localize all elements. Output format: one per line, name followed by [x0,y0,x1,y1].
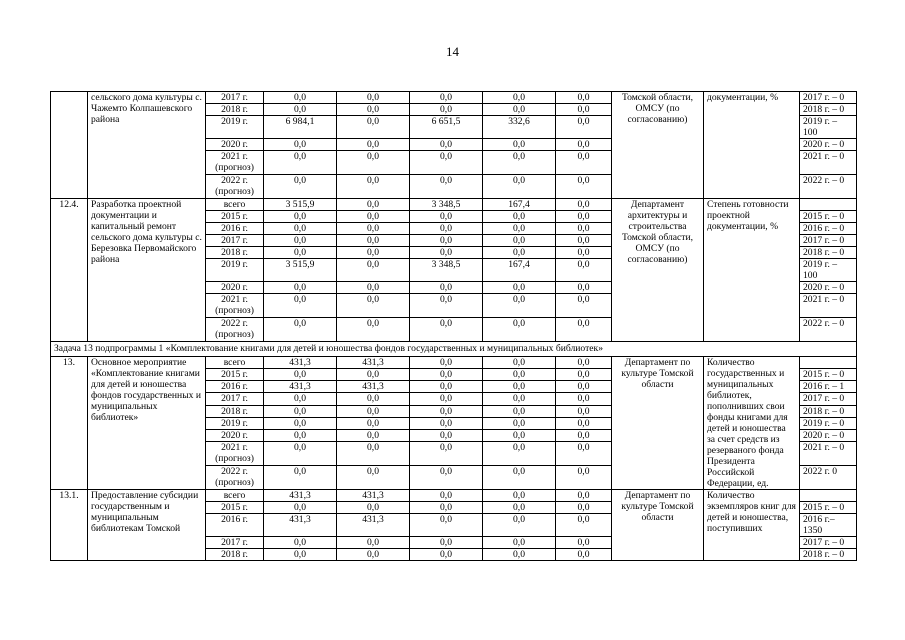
amount-cell: 0,0 [556,502,612,514]
amount-cell: 0,0 [337,393,410,405]
target-value: 2018 г. – 0 [800,247,857,259]
amount-cell: 6 651,5 [410,116,483,139]
amount-cell: 0,0 [337,282,410,294]
amount-cell: 0,0 [337,247,410,259]
amount-cell: 0,0 [264,92,337,104]
amount-cell: 0,0 [410,151,483,175]
amount-cell: 0,0 [483,223,556,235]
budget-table [50,91,857,561]
indicator: документации, % [704,92,800,199]
amount-cell: 431,3 [337,357,410,369]
amount-cell: 0,0 [264,175,337,199]
table-body [51,92,857,561]
amount-cell: 0,0 [410,442,483,466]
year-cell: 2017 г. [206,235,264,247]
year-cell: 2021 г. (прогноз) [206,151,264,175]
amount-cell: 0,0 [556,466,612,490]
amount-cell: 0,0 [264,537,337,549]
year-cell: всего [206,490,264,502]
amount-cell: 0,0 [483,442,556,466]
amount-cell: 0,0 [556,318,612,342]
amount-cell: 0,0 [556,104,612,116]
amount-cell: 0,0 [483,393,556,405]
target-value [800,357,857,369]
amount-cell: 3 515,9 [264,199,337,211]
year-cell: 2022 г. (прогноз) [206,318,264,342]
amount-cell: 0,0 [337,537,410,549]
amount-cell: 0,0 [483,405,556,417]
amount-cell: 0,0 [556,405,612,417]
amount-cell: 0,0 [556,211,612,223]
item-number: 13. [51,357,88,490]
amount-cell: 0,0 [264,405,337,417]
year-cell: всего [206,357,264,369]
amount-cell: 0,0 [556,393,612,405]
year-cell: 2019 г. [206,259,264,282]
amount-cell: 3 348,5 [410,199,483,211]
amount-cell: 0,0 [483,235,556,247]
amount-cell: 0,0 [337,429,410,441]
amount-cell: 0,0 [556,199,612,211]
amount-cell: 0,0 [264,502,337,514]
target-value: 2021 г. – 0 [800,442,857,466]
target-value: 2015 г. – 0 [800,211,857,223]
amount-cell: 431,3 [337,514,410,537]
executor: Департамент архитектуры и строительства Томской области, ОМСУ (по согласованию) [612,199,704,342]
amount-cell: 0,0 [337,116,410,139]
amount-cell: 0,0 [483,429,556,441]
amount-cell: 0,0 [410,318,483,342]
page-number: 14 [446,44,459,59]
amount-cell: 0,0 [337,211,410,223]
amount-cell: 0,0 [556,442,612,466]
amount-cell: 0,0 [264,247,337,259]
amount-cell: 0,0 [264,235,337,247]
target-value [800,490,857,502]
year-cell: 2016 г. [206,514,264,537]
amount-cell: 0,0 [556,175,612,199]
target-value: 2022 г. 0 [800,466,857,490]
target-value: 2016 г. – 1 [800,381,857,393]
amount-cell: 0,0 [556,139,612,151]
amount-cell: 0,0 [337,466,410,490]
amount-cell: 431,3 [264,490,337,502]
amount-cell: 0,0 [483,104,556,116]
amount-cell: 0,0 [410,104,483,116]
indicator: Количество государственных и муниципальных библиотек, пополнивших свои фонды книгами для детей и юношества за счет средств из резерваного фонда Президента Российской Федерации, ед. [704,357,800,490]
year-cell: 2020 г. [206,139,264,151]
amount-cell: 0,0 [410,429,483,441]
amount-cell: 431,3 [264,381,337,393]
amount-cell: 332,6 [483,116,556,139]
year-cell: 2022 г. (прогноз) [206,466,264,490]
amount-cell: 0,0 [483,417,556,429]
amount-cell: 0,0 [264,417,337,429]
year-cell: 2015 г. [206,502,264,514]
amount-cell: 0,0 [483,151,556,175]
amount-cell: 0,0 [337,151,410,175]
amount-cell: 0,0 [483,318,556,342]
year-cell: 2018 г. [206,405,264,417]
amount-cell: 0,0 [483,537,556,549]
target-value: 2020 г. – 0 [800,429,857,441]
amount-cell: 0,0 [337,199,410,211]
amount-cell: 0,0 [410,369,483,381]
target-value [800,199,857,211]
amount-cell: 0,0 [556,151,612,175]
target-value: 2019 г. – 100 [800,116,857,139]
target-value: 2019 г. – 0 [800,417,857,429]
amount-cell: 0,0 [410,514,483,537]
target-value: 2018 г. – 0 [800,104,857,116]
amount-cell: 0,0 [410,502,483,514]
year-cell: 2015 г. [206,211,264,223]
year-cell: 2019 г. [206,116,264,139]
amount-cell: 0,0 [410,417,483,429]
table-row [51,199,857,211]
task-heading: Задача 13 подпрограммы 1 «Комплектование книгами для детей и юношества фондов государственных и муниципальных библиотек» [51,342,857,357]
amount-cell: 0,0 [410,381,483,393]
amount-cell: 0,0 [264,466,337,490]
table-row [51,490,857,502]
amount-cell: 0,0 [483,357,556,369]
activity-name: сельского дома культуры с. Чажемто Колпашевского района [88,92,206,199]
amount-cell: 0,0 [337,549,410,561]
amount-cell: 0,0 [264,549,337,561]
amount-cell: 0,0 [483,92,556,104]
year-cell: 2017 г. [206,537,264,549]
amount-cell: 0,0 [337,259,410,282]
amount-cell: 0,0 [483,247,556,259]
amount-cell: 0,0 [337,405,410,417]
amount-cell: 0,0 [556,282,612,294]
year-cell: 2016 г. [206,381,264,393]
amount-cell: 0,0 [337,235,410,247]
amount-cell: 0,0 [410,393,483,405]
target-value: 2021 г. – 0 [800,294,857,318]
year-cell: 2020 г. [206,282,264,294]
amount-cell: 0,0 [556,381,612,393]
amount-cell: 0,0 [556,537,612,549]
executor: Томской области, ОМСУ (по согласованию) [612,92,704,199]
target-value: 2017 г. – 0 [800,235,857,247]
target-value: 2020 г. – 0 [800,139,857,151]
item-number [51,92,88,199]
amount-cell: 0,0 [556,247,612,259]
amount-cell: 3 515,9 [264,259,337,282]
amount-cell: 0,0 [410,211,483,223]
amount-cell: 0,0 [556,417,612,429]
amount-cell: 0,0 [337,294,410,318]
year-cell: всего [206,199,264,211]
item-number: 13.1. [51,490,88,561]
target-value: 2016 г. – 0 [800,223,857,235]
target-value: 2017 г. – 0 [800,393,857,405]
amount-cell: 0,0 [337,223,410,235]
amount-cell: 0,0 [556,92,612,104]
amount-cell: 0,0 [483,466,556,490]
amount-cell: 0,0 [410,357,483,369]
amount-cell: 3 348,5 [410,259,483,282]
year-cell: 2019 г. [206,417,264,429]
amount-cell: 0,0 [483,282,556,294]
amount-cell: 0,0 [556,357,612,369]
amount-cell: 0,0 [264,393,337,405]
amount-cell: 0,0 [264,104,337,116]
year-cell: 2018 г. [206,247,264,259]
indicator: Количество экземпляров книг для детей и юношества, поступивших [704,490,800,561]
amount-cell: 0,0 [264,442,337,466]
year-cell: 2020 г. [206,429,264,441]
amount-cell: 0,0 [337,369,410,381]
amount-cell: 0,0 [337,502,410,514]
amount-cell: 431,3 [264,514,337,537]
amount-cell: 0,0 [410,537,483,549]
amount-cell: 0,0 [483,549,556,561]
amount-cell: 0,0 [337,104,410,116]
amount-cell: 0,0 [410,223,483,235]
amount-cell: 6 984,1 [264,116,337,139]
amount-cell: 0,0 [337,92,410,104]
amount-cell: 431,3 [337,381,410,393]
amount-cell: 0,0 [264,429,337,441]
amount-cell: 431,3 [264,357,337,369]
activity-name: Предоставление субсидии государственным и муниципальным библиотекам Томской [88,490,206,561]
amount-cell: 431,3 [337,490,410,502]
task-heading-row [51,342,857,357]
year-cell: 2022 г. (прогноз) [206,175,264,199]
amount-cell: 0,0 [556,259,612,282]
amount-cell: 0,0 [410,139,483,151]
amount-cell: 0,0 [483,381,556,393]
year-cell: 2018 г. [206,549,264,561]
target-value: 2022 г. – 0 [800,318,857,342]
amount-cell: 0,0 [483,490,556,502]
amount-cell: 0,0 [410,235,483,247]
amount-cell: 0,0 [264,223,337,235]
target-value: 2020 г. – 0 [800,282,857,294]
amount-cell: 0,0 [556,514,612,537]
year-cell: 2021 г. (прогноз) [206,294,264,318]
amount-cell: 0,0 [410,247,483,259]
amount-cell: 0,0 [483,139,556,151]
amount-cell: 0,0 [264,369,337,381]
amount-cell: 0,0 [556,429,612,441]
amount-cell: 0,0 [556,369,612,381]
target-value: 2019 г. – 100 [800,259,857,282]
amount-cell: 0,0 [556,235,612,247]
target-value: 2021 г. – 0 [800,151,857,175]
target-value: 2017 г. – 0 [800,537,857,549]
amount-cell: 0,0 [483,175,556,199]
year-cell: 2017 г. [206,393,264,405]
item-number: 12.4. [51,199,88,342]
amount-cell: 0,0 [410,405,483,417]
amount-cell: 0,0 [264,151,337,175]
table-row [51,92,857,104]
amount-cell: 0,0 [410,549,483,561]
amount-cell: 0,0 [556,549,612,561]
year-cell: 2021 г. (прогноз) [206,442,264,466]
amount-cell: 0,0 [556,294,612,318]
amount-cell: 0,0 [556,116,612,139]
year-cell: 2017 г. [206,92,264,104]
amount-cell: 0,0 [264,139,337,151]
amount-cell: 0,0 [410,466,483,490]
amount-cell: 0,0 [337,417,410,429]
target-value: 2015 г. – 0 [800,502,857,514]
target-value: 2015 г. – 0 [800,369,857,381]
table-row [51,357,857,369]
amount-cell: 0,0 [410,92,483,104]
amount-cell: 0,0 [483,514,556,537]
amount-cell: 0,0 [483,369,556,381]
amount-cell: 0,0 [410,294,483,318]
amount-cell: 0,0 [483,502,556,514]
target-value: 2016 г.– 1350 [800,514,857,537]
amount-cell: 0,0 [483,211,556,223]
amount-cell: 0,0 [264,294,337,318]
amount-cell: 0,0 [264,211,337,223]
year-cell: 2015 г. [206,369,264,381]
amount-cell: 0,0 [483,294,556,318]
amount-cell: 0,0 [556,223,612,235]
amount-cell: 0,0 [337,175,410,199]
amount-cell: 0,0 [410,282,483,294]
amount-cell: 0,0 [337,139,410,151]
target-value: 2018 г. – 0 [800,549,857,561]
target-value: 2017 г. – 0 [800,92,857,104]
amount-cell: 167,4 [483,259,556,282]
amount-cell: 0,0 [410,175,483,199]
target-value: 2018 г. – 0 [800,405,857,417]
amount-cell: 0,0 [337,442,410,466]
amount-cell: 0,0 [556,490,612,502]
amount-cell: 0,0 [264,282,337,294]
amount-cell: 0,0 [410,490,483,502]
activity-name: Основное мероприятие «Комплектование книгами для детей и юношества фондов государственных и муниципальных библиотек» [88,357,206,490]
amount-cell: 167,4 [483,199,556,211]
activity-name: Разработка проектной документации и капитальный ремонт сельского дома культуры с. Березовка Первомайского района [88,199,206,342]
year-cell: 2016 г. [206,223,264,235]
target-value: 2022 г. – 0 [800,175,857,199]
executor: Департамент по культуре Томской области [612,357,704,490]
year-cell: 2018 г. [206,104,264,116]
indicator: Степень готовности проектной документации, % [704,199,800,342]
amount-cell: 0,0 [337,318,410,342]
executor: Департамент по культуре Томской области [612,490,704,561]
amount-cell: 0,0 [264,318,337,342]
